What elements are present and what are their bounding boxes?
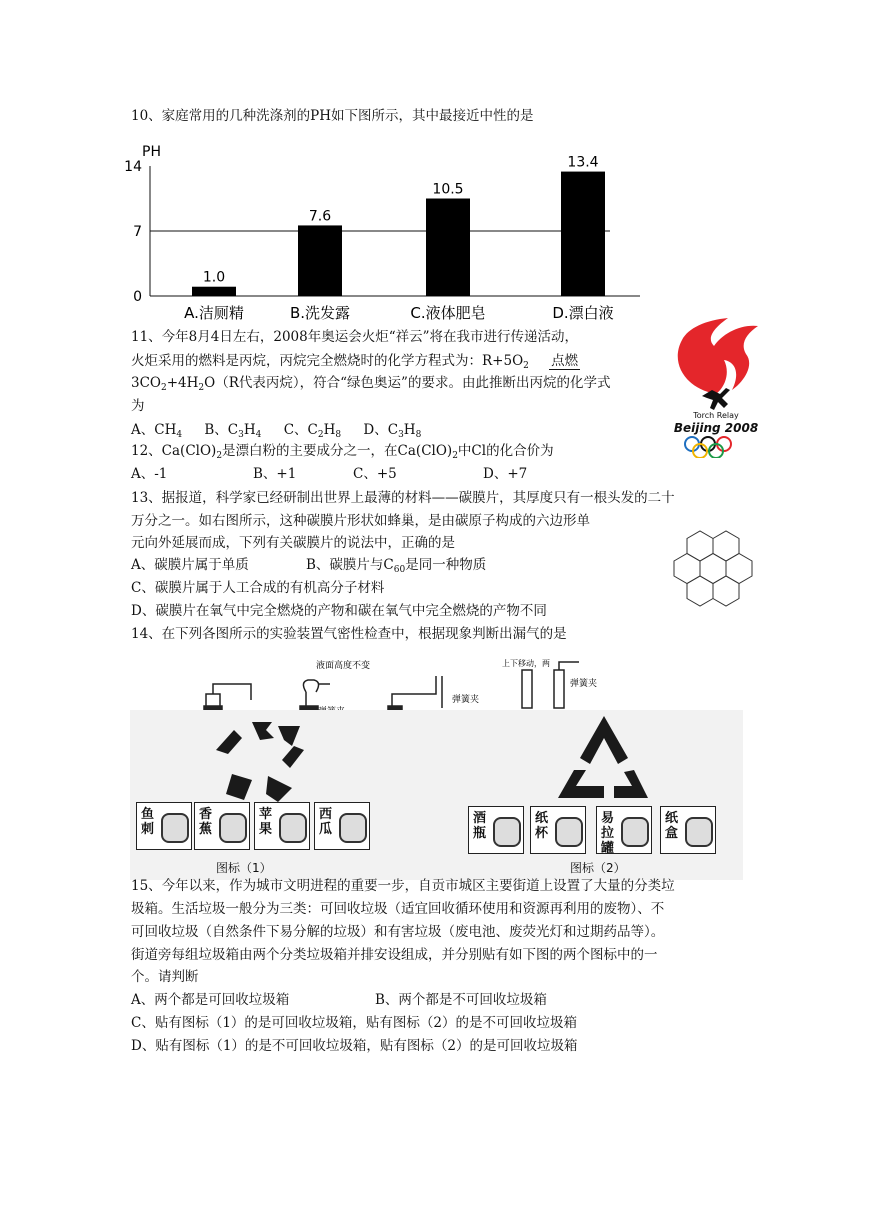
q12-opt-d: D、+7 xyxy=(483,466,528,482)
q15-line2: 圾箱。生活垃圾一般分为三类：可回收垃圾（适宜回收循环使用和资源再利用的废物）、不 xyxy=(131,901,665,917)
waste-item-label: 鱼 刺 xyxy=(141,807,155,837)
waste-item-label: 易 拉 罐 xyxy=(601,811,615,856)
q13-opt-c: C、碳膜片属于人工合成的有机高分子材料 xyxy=(131,580,385,596)
q11-line3-sub1: 2 xyxy=(161,383,167,393)
waste-item-label: 纸 杯 xyxy=(535,811,549,841)
y-axis-label: PH xyxy=(142,144,161,160)
q14-label-2: 弹簧夹 xyxy=(452,695,480,705)
figure-1-caption: 图标（1） xyxy=(216,861,272,875)
waste-item-label: 苹 果 xyxy=(259,807,273,837)
q15-opt-a: A、两个都是可回收垃圾箱 xyxy=(131,992,290,1008)
q15-opt-d: D、贴有图标（1）的是不可回收垃圾箱，贴有图标（2）的是可回收垃圾箱 xyxy=(131,1038,578,1054)
y-tick-label: 7 xyxy=(133,224,142,240)
waste-item-label: 西 瓜 xyxy=(319,807,333,837)
bar xyxy=(192,287,236,296)
q13-opt-a: A、碳膜片属于单质 xyxy=(131,557,249,573)
waste-item-picture xyxy=(621,817,649,847)
bar xyxy=(298,225,342,296)
q11-line3-c: O（R代表丙烷），符合“绿色奥运”的要求。由此推断出丙烷的化学式 xyxy=(204,375,611,391)
waste-item-tile xyxy=(194,802,250,850)
logo-torch-relay: Torch Relay xyxy=(693,411,739,420)
q10-stem: 10、家庭常用的几种洗涤剂的PH如下图所示，其中最接近中性的是 xyxy=(131,108,534,124)
waste-item-picture xyxy=(279,813,307,843)
q11-line3 xyxy=(131,373,610,398)
q11-opt-b: B、$C_3H_4$ xyxy=(204,422,262,440)
hexagon-cell xyxy=(674,554,700,584)
ph-bar-chart xyxy=(120,138,640,330)
q11-line3-a: 3CO xyxy=(131,375,161,391)
y-tick-label: 14 xyxy=(124,159,142,175)
q12-stem: 12、$Ca(ClO)_2$是漂白粉的主要成分之一，在$Ca(ClO)_2$中Cl的化合价为 xyxy=(131,443,554,461)
category-label: A.洁厕精 xyxy=(184,304,244,322)
flame-icon xyxy=(678,318,758,394)
q11-opt-d: D、$C_3H_8$ xyxy=(363,422,422,440)
waste-item-tile xyxy=(660,806,716,854)
q11-line3-sub2: 2 xyxy=(198,383,205,393)
beijing-2008-torch-relay-logo xyxy=(666,316,766,458)
q14-apparatus-strip xyxy=(196,656,676,716)
q11-opt-a: A、$CH_4$ xyxy=(131,422,183,440)
q11-opt-c: C、$C_2H_8$ xyxy=(283,422,342,440)
q11-line3-b: +4H xyxy=(166,375,199,391)
waste-item-picture xyxy=(219,813,247,843)
honeycomb-diagram xyxy=(672,520,762,628)
q15-line4: 街道旁每组垃圾箱由两个分类垃圾箱并排安设组成，并分别贴有如下图的两个图标中的一 xyxy=(131,947,658,963)
q13-line1: 13、据报道，科学家已经研制出世界上最薄的材料——碳膜片，其厚度只有一根头发的二十 xyxy=(131,490,675,506)
waste-item-picture xyxy=(493,817,521,847)
figure-2-caption: 图标（2） xyxy=(570,861,626,875)
waste-item-tile xyxy=(530,806,586,854)
q14-stem: 14、在下列各图所示的实验装置气密性检查中，根据现象判断出漏气的是 xyxy=(131,626,567,642)
q12-opt-b: B、+1 xyxy=(253,466,297,482)
q11-line1: 11、今年8月4日左右，2008年奥运会火炬“祥云”将在我市进行传递活动， xyxy=(131,329,579,345)
q15-line5: 个。请判断 xyxy=(131,969,199,985)
bar-value-label: 1.0 xyxy=(202,269,226,286)
category-label: C.液体肥皂 xyxy=(410,304,486,322)
q12-opt-c: C、+5 xyxy=(353,466,397,482)
broken-arrows-icon xyxy=(208,716,318,811)
q15-line1: 15、今年以来，作为城市文明进程的重要一步，自贡市城区主要街道上设置了大量的分类垃 xyxy=(131,878,675,894)
bar-value-label: 13.4 xyxy=(567,154,599,171)
q14-label-4: 上下移动，两 xyxy=(502,659,550,668)
q11-line2-text: 火炬采用的燃料是丙烷，丙烷完全燃烧时的化学方程式为：R+5O xyxy=(131,353,524,369)
q13-opt-b: B、碳膜片与$C_{60}$是同一种物质 xyxy=(306,557,487,575)
hexagon-cell xyxy=(726,554,752,584)
bar xyxy=(426,199,470,297)
recycling-figures-panel xyxy=(130,710,743,880)
waste-item-picture xyxy=(161,813,189,843)
waste-item-tile xyxy=(468,806,524,854)
waste-item-tile xyxy=(136,802,192,850)
waste-item-tile xyxy=(254,802,310,850)
q15-opt-b: B、两个都是不可回收垃圾箱 xyxy=(375,992,547,1008)
recycle-icon xyxy=(544,712,664,812)
waste-item-picture xyxy=(339,813,367,843)
waste-item-label: 酒 瓶 xyxy=(473,811,487,841)
waste-item-picture xyxy=(685,817,713,847)
waste-item-tile xyxy=(314,802,370,850)
hexagon-cell xyxy=(700,554,726,584)
q14-label-5: 弹簧夹 xyxy=(570,679,598,689)
bar-value-label: 7.6 xyxy=(308,208,332,225)
q12-opt-a: A、-1 xyxy=(131,466,168,482)
bar xyxy=(561,172,605,296)
q13-line2: 万分之一。如右图所示，这种碳膜片形状如蜂巢，是由碳原子构成的六边形单 xyxy=(131,513,590,529)
bar-value-label: 10.5 xyxy=(432,181,464,198)
q15-line3: 可回收垃圾（自然条件下易分解的垃圾）和有害垃圾（废电池、废荧光灯和过期药品等）。 xyxy=(131,924,665,940)
category-label: D.漂白液 xyxy=(552,304,614,322)
hexagon-cell xyxy=(687,531,713,561)
olympic-rings-icon xyxy=(685,437,731,458)
q11-sub: 2 xyxy=(523,361,529,371)
q14-label-1: 液面高度不变 xyxy=(316,661,371,671)
q11-line4: 为 xyxy=(131,398,145,414)
y-tick-label: 0 xyxy=(133,289,142,305)
hexagon-cell xyxy=(687,576,713,606)
waste-item-label: 纸 盒 xyxy=(665,811,679,841)
logo-beijing-2008: Beijing 2008 xyxy=(673,421,759,435)
q13-opt-d: D、碳膜片在氧气中完全燃烧的产物和碳在氧气中完全燃烧的产物不同 xyxy=(131,603,547,619)
waste-item-picture xyxy=(555,817,583,847)
hexagon-cell xyxy=(713,576,739,606)
waste-item-label: 香 蕉 xyxy=(199,807,213,837)
hexagon-cell xyxy=(713,531,739,561)
waste-item-tile xyxy=(596,806,652,854)
q11-condition: 点燃 xyxy=(551,353,579,369)
q15-opt-c: C、贴有图标（1）的是可回收垃圾箱，贴有图标（2）的是不可回收垃圾箱 xyxy=(131,1015,578,1031)
q13-line3: 元向外延展而成，下列有关碳膜片的说法中，正确的是 xyxy=(131,535,455,551)
category-label: B.洗发露 xyxy=(289,304,351,322)
